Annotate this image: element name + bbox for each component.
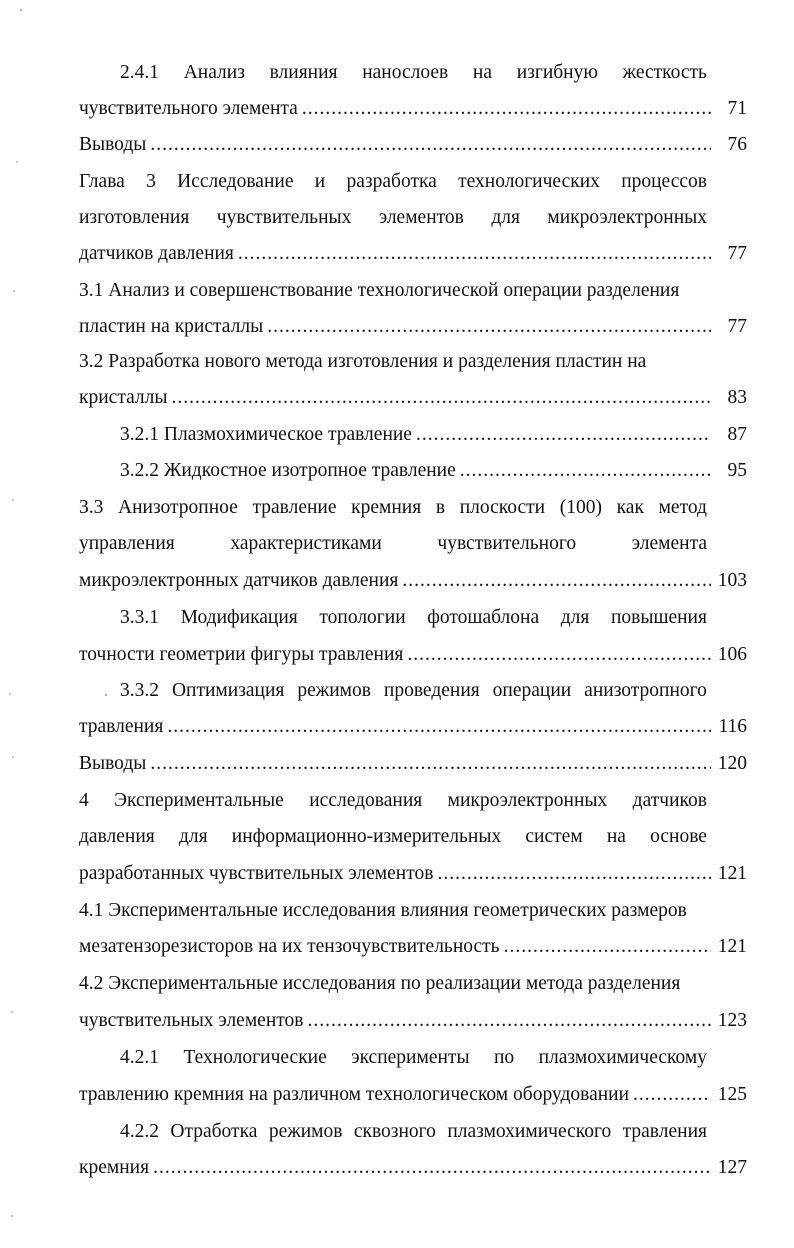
toc-page-number: 120 (717, 753, 747, 774)
dot-leader (167, 712, 711, 742)
toc-word: микроэлектронных (547, 207, 707, 228)
toc-word: Исследование (177, 171, 294, 192)
toc-page-number: 127 (717, 1157, 747, 1178)
toc-word: Анализ (183, 62, 245, 83)
toc-word: влияния (269, 62, 338, 83)
toc-entry (79, 239, 747, 269)
toc-entry (79, 712, 747, 742)
toc-word: травление (252, 497, 337, 518)
dot-leader (402, 566, 711, 596)
scan-speck (12, 756, 14, 758)
toc-word: 3.3.2 (120, 680, 159, 701)
toc-page-number: 121 (717, 936, 747, 957)
toc-word: на (606, 826, 626, 847)
dot-leader (504, 932, 711, 962)
toc-word: технологических (458, 171, 600, 192)
toc-line (79, 786, 707, 816)
dot-leader (150, 749, 711, 779)
toc-entry (79, 312, 747, 342)
toc-word: 3.3 (79, 497, 104, 518)
toc-line (120, 58, 707, 88)
toc-word: чувствительного (437, 533, 577, 554)
toc-word: и (314, 171, 326, 192)
dot-leader (171, 383, 711, 413)
toc-word: режимов (297, 680, 371, 701)
toc-word: 4 (79, 790, 89, 811)
toc-page-number: 77 (727, 316, 747, 337)
toc-entry-title: чувствительного элемента (79, 98, 298, 119)
scan-speck (13, 290, 15, 292)
toc-word: 3 (146, 171, 156, 192)
toc-page-number: 76 (727, 134, 747, 155)
toc-line (120, 603, 707, 633)
toc-entry (79, 1006, 747, 1036)
toc-word: анизотропного (584, 680, 707, 701)
toc-word: на (472, 62, 492, 83)
toc-entry (79, 932, 747, 962)
toc-word: плазмохимического (447, 1121, 612, 1142)
toc-word: как (616, 497, 644, 518)
toc-line (79, 493, 707, 523)
toc-word: изгибную (516, 62, 598, 83)
toc-word: элементов (378, 207, 464, 228)
toc-word: Модификация (180, 607, 298, 628)
toc-entry-title: Выводы (79, 753, 147, 774)
toc-page-number: 125 (717, 1084, 747, 1105)
toc-word: микроэлектронных (447, 790, 608, 811)
toc-word: 4.2.1 (120, 1047, 159, 1068)
toc-word: режимов (268, 1121, 343, 1142)
toc-word: 4.2.2 (120, 1121, 159, 1142)
toc-word: травления (622, 1121, 707, 1142)
dot-leader (153, 1153, 711, 1183)
toc-word: повышения (610, 607, 707, 628)
toc-page-number: 95 (727, 460, 747, 481)
toc-word: плазмохимическому (538, 1047, 707, 1068)
dot-leader (407, 640, 711, 670)
toc-line: 4.1 Экспериментальные исследования влияния геометрических размеров (79, 900, 687, 921)
toc-entry-title: датчиков давления (79, 243, 234, 264)
toc-page-number: 106 (717, 644, 747, 665)
toc-word: Отработка (170, 1121, 258, 1142)
toc-entry (79, 566, 747, 596)
dot-leader (267, 312, 711, 342)
toc-entry-title: мезатензорезисторов на их тензочувствительность (79, 936, 500, 957)
toc-word: Технологические (183, 1047, 327, 1068)
toc-word: разработка (346, 171, 437, 192)
toc-word: проведения (383, 680, 480, 701)
toc-page-number: 77 (727, 243, 747, 264)
toc-word: 3.3.1 (120, 607, 159, 628)
scan-speck (105, 694, 107, 696)
toc-entry-title: кремния (79, 1157, 150, 1178)
toc-entry (120, 420, 747, 450)
toc-word: Экспериментальные (114, 790, 284, 811)
toc-word: характеристиками (230, 533, 382, 554)
toc-entry (79, 640, 747, 670)
toc-word: для (560, 607, 590, 628)
toc-entry-title: разработанных чувствительных элементов (79, 863, 434, 884)
toc-line (79, 203, 707, 233)
toc-word: (100) (559, 497, 602, 518)
toc-word: для (178, 826, 208, 847)
toc-word: нанослоев (362, 62, 449, 83)
toc-word: информационно-измерительных (231, 826, 502, 847)
toc-word: эксперименты (351, 1047, 470, 1068)
toc-word: давления (79, 826, 155, 847)
toc-entry-title: травления (79, 716, 164, 737)
toc-word: Глава (79, 171, 125, 192)
toc-page-number: 116 (718, 716, 747, 737)
toc-word: изготовления (79, 207, 190, 228)
dot-leader (460, 456, 711, 486)
dot-leader (437, 859, 711, 889)
toc-word: фотошаблона (427, 607, 540, 628)
toc-page-number: 83 (727, 387, 747, 408)
toc-word: кремния (351, 497, 422, 518)
toc-word: Оптимизация (171, 680, 285, 701)
toc-word: жесткость (622, 62, 707, 83)
toc-word: метод (658, 497, 707, 518)
scan-speck (11, 1011, 13, 1013)
toc-word: систем (525, 826, 583, 847)
toc-entry (79, 383, 747, 413)
scan-speck (9, 693, 11, 695)
toc-word: 2.4.1 (120, 62, 159, 83)
toc-line (79, 529, 707, 559)
dot-leader (150, 130, 711, 160)
toc-line (79, 167, 707, 197)
toc-word: для (491, 207, 520, 228)
scan-speck (12, 499, 14, 501)
toc-word: плоскости (459, 497, 546, 518)
toc-entry-title: микроэлектронных датчиков давления (79, 570, 399, 591)
toc-line (120, 676, 707, 706)
dot-leader (238, 239, 711, 269)
toc-word: исследования (309, 790, 423, 811)
toc-line: 3.1 Анализ и совершенствование технологической операции разделения (79, 280, 680, 301)
toc-word: датчиков (632, 790, 707, 811)
toc-entry-title: чувствительных элементов (79, 1010, 304, 1031)
toc-word: в (435, 497, 446, 518)
toc-word: управления (79, 533, 175, 554)
toc-word: процессов (621, 171, 707, 192)
toc-entry (79, 859, 747, 889)
toc-entry (120, 456, 747, 486)
toc-entry (79, 1080, 747, 1110)
toc-entry-title: точности геометрии фигуры травления (79, 644, 404, 665)
toc-word: операции (492, 680, 572, 701)
toc-word: чувствительных (216, 207, 352, 228)
toc-page-number: 87 (727, 424, 747, 445)
toc-line (120, 1043, 707, 1073)
dot-leader (633, 1080, 711, 1110)
toc-entry (79, 749, 747, 779)
toc-line: 3.2 Разработка нового метода изготовления и разделения пластин на (79, 351, 647, 372)
toc-word: по (493, 1047, 515, 1068)
dot-leader (416, 420, 711, 450)
toc-entry (79, 130, 747, 160)
toc-entry-title: 3.2.1 Плазмохимическое травление (120, 424, 412, 445)
toc-word: основе (650, 826, 707, 847)
scan-speck (20, 9, 22, 11)
toc-line (120, 1117, 707, 1147)
toc-page-number: 71 (727, 98, 747, 119)
toc-page-number: 103 (717, 570, 747, 591)
toc-entry-title: кристаллы (79, 387, 168, 408)
dot-leader (302, 94, 711, 124)
toc-entry-title: Выводы (79, 134, 147, 155)
toc-page-number: 121 (717, 863, 747, 884)
toc-line (79, 822, 707, 852)
toc-word: топологии (319, 607, 406, 628)
toc-entry (79, 1153, 747, 1183)
scan-speck (11, 1215, 13, 1217)
toc-entry-title: 3.2.2 Жидкостное изотропное травление (120, 460, 456, 481)
toc-entry-title: травлению кремния на различном технологическом оборудовании (79, 1084, 630, 1105)
toc-entry (79, 94, 747, 124)
toc-word: сквозного (353, 1121, 436, 1142)
toc-word: Анизотропное (118, 497, 238, 518)
toc-page-number: 123 (717, 1010, 747, 1031)
toc-entry-title: пластин на кристаллы (79, 316, 264, 337)
toc-word: элемента (631, 533, 707, 554)
toc-line: 4.2 Экспериментальные исследования по реализации метода разделения (79, 973, 681, 994)
dot-leader (308, 1006, 712, 1036)
scan-speck (16, 161, 18, 163)
